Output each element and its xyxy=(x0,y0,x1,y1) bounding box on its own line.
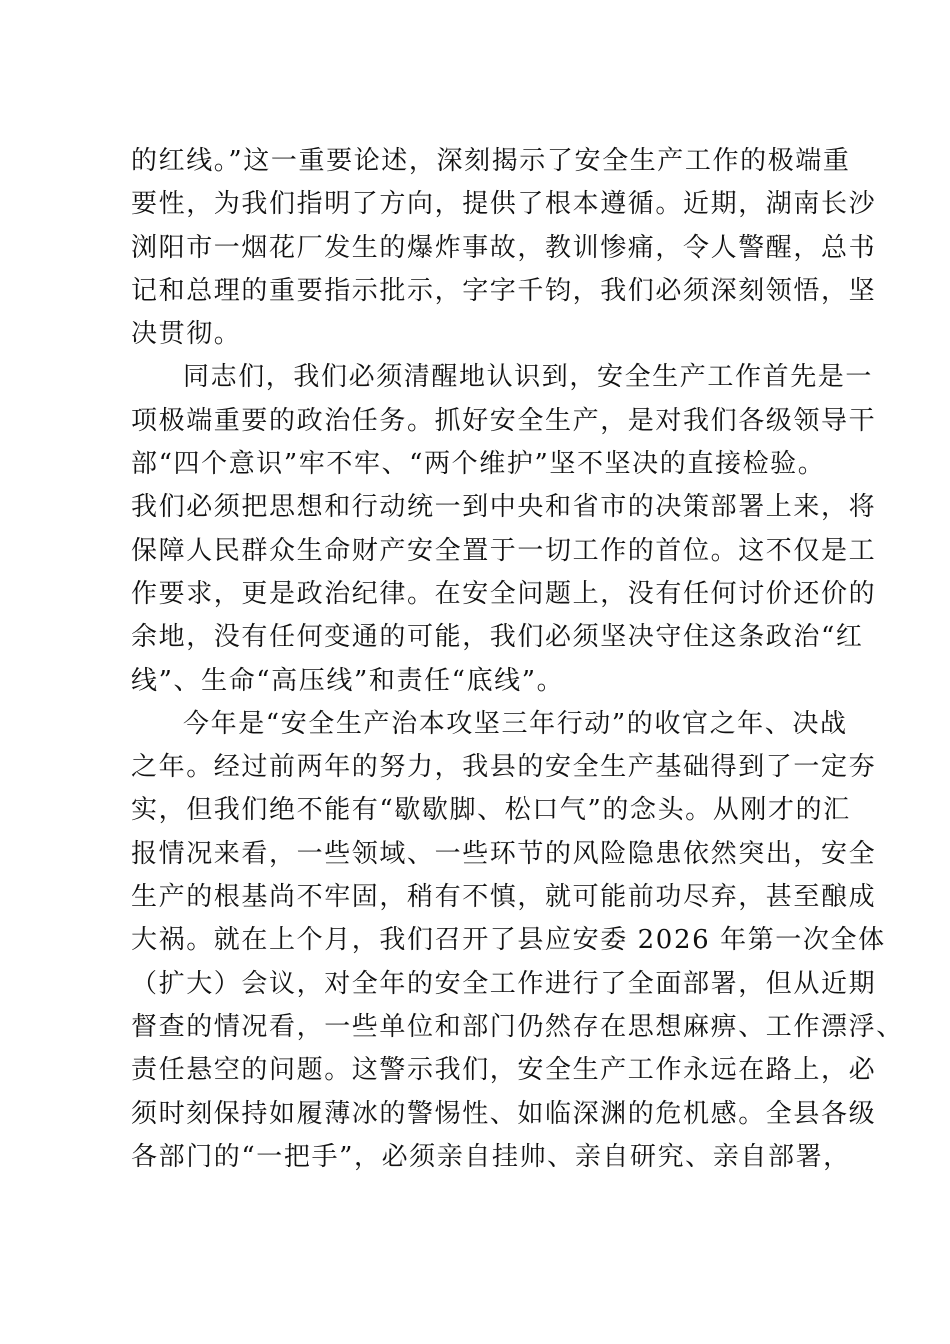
text-line: 作要求，更是政治纪律。在安全问题上，没有任何讨价还价的 xyxy=(131,578,877,609)
text-line: 须时刻保持如履薄冰的警惕性、如临深渊的危机感。全县各级 xyxy=(131,1098,877,1129)
text-line: 我们必须把思想和行动统一到中央和省市的决策部署上来，将 xyxy=(131,492,877,523)
text-line: 责任悬空的问题。这警示我们，安全生产工作永远在路上，必 xyxy=(131,1055,877,1086)
text-line: 要性，为我们指明了方向，提供了根本遵循。近期，湖南长沙 xyxy=(131,189,877,220)
text-line: 余地，没有任何变通的可能，我们必须坚决守住这条政治“红 xyxy=(131,622,864,653)
paragraph-start-line: 今年是“安全生产治本攻坚三年行动”的收官之年、决战 xyxy=(183,708,848,739)
paragraph-start-line: 同志们，我们必须清醒地认识到，安全生产工作首先是一 xyxy=(183,362,874,393)
text-line: 的红线。”这一重要论述，深刻揭示了安全生产工作的极端重 xyxy=(131,146,851,176)
body-text xyxy=(131,140,904,1179)
text-line: 大祸。就在上个月，我们召开了县应安委 2026 年第一次全体 xyxy=(131,925,886,956)
text-line: 之年。经过前两年的努力，我县的安全生产基础得到了一定夯 xyxy=(131,752,877,783)
text-line: 项极端重要的政治任务。抓好安全生产，是对我们各级领导干 xyxy=(131,405,877,436)
text-line: 生产的根基尚不牢固，稍有不慎，就可能前功尽弃，甚至酿成 xyxy=(131,882,877,913)
text-line: 部“四个意识”牢不牢、“两个维护”坚不坚决的直接检验。 xyxy=(131,449,826,480)
text-line: 记和总理的重要指示批示，字字千钧，我们必须深刻领悟，坚 xyxy=(131,275,877,306)
text-line: 实，但我们绝不能有“歇歇脚、松口气”的念头。从刚才的汇 xyxy=(131,795,851,826)
text-line: 浏阳市一烟花厂发生的爆炸事故，教训惨痛，令人警醒，总书 xyxy=(131,232,877,263)
text-line: 线”、生命“高压线”和责任“底线”。 xyxy=(131,665,565,696)
text-line: 督查的情况看，一些单位和部门仍然存在思想麻痹、工作漂浮、 xyxy=(131,1011,904,1042)
text-line: （扩大）会议，对全年的安全工作进行了全面部署，但从近期 xyxy=(131,968,877,999)
text-line: 报情况来看，一些领域、一些环节的风险隐患依然突出，安全 xyxy=(131,838,877,869)
text-line: 决贯彻。 xyxy=(131,319,242,350)
text-line: 保障人民群众生命财产安全置于一切工作的首位。这不仅是工 xyxy=(131,535,877,566)
text-line: 各部门的“一把手”，必须亲自挂帅、亲自研究、亲自部署， xyxy=(131,1141,851,1172)
